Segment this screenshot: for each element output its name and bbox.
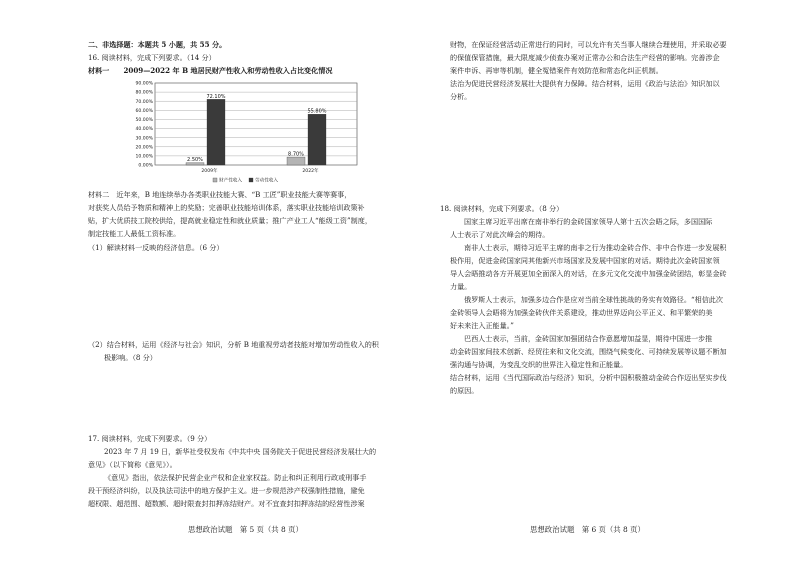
y-tick-label: 20.00% — [135, 145, 153, 151]
material2-line: 对获奖人员给予物质和精神上的奖励；完善职业技能培训体系，落实职业技能培训政策补 — [88, 203, 365, 212]
y-tick-label: 30.00% — [135, 136, 153, 142]
q17-task-line: 法治为促进民营经济发展壮大提供有力保障。结合材料，运用《政治与法治》知识加以 — [450, 79, 720, 88]
legend-swatch — [249, 178, 253, 182]
plot-area — [155, 83, 357, 165]
bar-value-label: 2.50% — [187, 157, 203, 164]
bar — [207, 99, 225, 165]
q16-part2-cont: 极影响。（8 分） — [104, 353, 157, 362]
q17-intro: 17. 阅读材料，完成下列要求。（9 分） — [88, 434, 212, 443]
material2-line: 材料二 近年来，B 地连续举办各类职业技能大赛、“B 工匠”职业技能大赛等赛事， — [88, 190, 352, 199]
q18-line: 导人会晤推动各方开展更加全面深入的对话，在多元文化交流中加强金砖团结，彰显金砖 — [450, 269, 727, 278]
bar — [308, 114, 326, 165]
legend-swatch — [213, 178, 217, 182]
q18-line: 人士表示了对此次峰会的期待。 — [450, 230, 550, 239]
q18-task-line: 的原因。 — [450, 386, 479, 395]
q18-intro: 18. 阅读材料，完成下列要求。（8 分） — [440, 204, 564, 213]
q17-cont-line: 案件申诉、再审等机制，健全冤错案件有效防范和常态化纠正机制。 — [450, 66, 663, 75]
q16-part1: （1）解读材料一反映的经济信息。（6 分） — [88, 243, 224, 252]
page-footer: 思想政治试题 第 5 页（共 8 页） — [188, 525, 303, 534]
q17-line: 《意见》指出，依法保护民营企业产权和企业家权益。防止和纠正利用行政或刑事手 — [104, 473, 367, 482]
material2-line: 贴，扩大优质技工院校供给，提高就业稳定性和就业质量；推广产业工人“能级工资”制度， — [88, 216, 372, 225]
q18-task-line: 结合材料，运用《当代国际政治与经济》知识，分析中国积极推动金砖合作迈出坚实步伐 — [450, 373, 727, 382]
y-tick-label: 70.00% — [135, 99, 153, 105]
y-tick-label: 80.00% — [135, 90, 153, 96]
q17-line: 超权限、超范围、超数额、超时限查封扣押冻结财产。对不宜查封扣押冻结的经营性涉案 — [88, 499, 365, 508]
q18-line: 力量。 — [450, 282, 472, 291]
q16-intro: 16. 阅读材料，完成下列要求。（14 分） — [88, 53, 216, 62]
legend-label: 劳动性收入 — [255, 178, 278, 184]
q18-line: 南非人士表示，期待习近平主席的南非之行为推动金砖合作、非中合作进一步发展积 — [464, 243, 727, 252]
x-category-label: 2022年 — [302, 169, 319, 174]
q18-line: 国家主席习近平出席在南非举行的金砖国家领导人第十五次会晤之际，多国国际 — [464, 217, 713, 226]
q17-line: 意见》（以下简称《意见》）。 — [88, 460, 177, 469]
q18-line: 强沟通与协调，为变乱交织的世界注入稳定性和正能量。 — [450, 360, 628, 369]
material2-line: 制定技能工人最低工资标准。 — [88, 229, 181, 238]
bar-value-label: 55.80% — [307, 108, 327, 115]
right-page — [420, 0, 794, 561]
q18-line: 巴西人士表示，当前，金砖国家加强团结合作意愿增加益显，期待中国进一步推 — [464, 334, 713, 343]
material1-title: 材料一 2009—2022 年 B 地居民财产性收入和劳动性收入占比变化情况 — [88, 66, 333, 75]
q18-line: 动金砖国家间技术创新、经贸往来和文化交流，围绕气候变化、可持续发展等议题不断加 — [450, 347, 727, 356]
bar-value-label: 72.10% — [206, 93, 226, 100]
y-tick-label: 40.00% — [135, 127, 153, 133]
bar-value-label: 8.70% — [288, 151, 304, 158]
y-tick-label: 60.00% — [135, 108, 153, 114]
income-bar-chart — [125, 77, 365, 189]
q17-cont-line: 财物，在保证经营活动正常进行的同时，可以允许有关当事人继续合理使用，并采取必要 — [450, 40, 727, 49]
y-tick-label: 90.00% — [135, 81, 153, 87]
legend-label: 财产性收入 — [219, 178, 242, 184]
q17-line: 2023 年 7 月 19 日，新华社受权发布《中共中央 国务院关于促进民营经济发展壮大的 — [104, 447, 377, 456]
y-tick-label: 10.00% — [135, 154, 153, 160]
q17-task-line: 分析。 — [450, 92, 472, 101]
page-footer: 思想政治试题 第 6 页（共 8 页） — [530, 525, 645, 534]
section-header: 二、非选择题：本题共 5 小题，共 55 分。 — [88, 40, 227, 49]
q18-line: 好未来注入正能量。” — [450, 321, 514, 330]
q17-line: 段干预经济纠纷，以及执法司法中的地方保护主义。进一步规范涉产权强制性措施，避免 — [88, 486, 365, 495]
q16-part2: （2）结合材料，运用《经济与社会》知识，分析 B 地重视劳动者技能对增加劳动性收入的积 — [88, 340, 379, 349]
q18-line: 金砖领导人会晤将为加强金砖伙伴关系建设，推动世界迈向公平正义、和平繁荣的美 — [450, 308, 713, 317]
bar — [287, 157, 305, 165]
x-category-label: 2009年 — [201, 169, 218, 174]
y-tick-label: 50.00% — [135, 118, 153, 124]
q18-line: 极作用，促进金砖国家同其他新兴市场国家及发展中国家的对话。期待此次金砖国家领 — [450, 256, 720, 265]
y-tick-label: 0.00% — [138, 163, 153, 169]
q17-cont-line: 的保值保管措施，最大限度减少侦查办案对正常办公和合法生产经营的影响。完善涉企 — [450, 53, 720, 62]
q18-line: 俄罗斯人士表示，加强多边合作是应对当前全球性挑战的务实有效路径。“相信此次 — [464, 295, 723, 304]
